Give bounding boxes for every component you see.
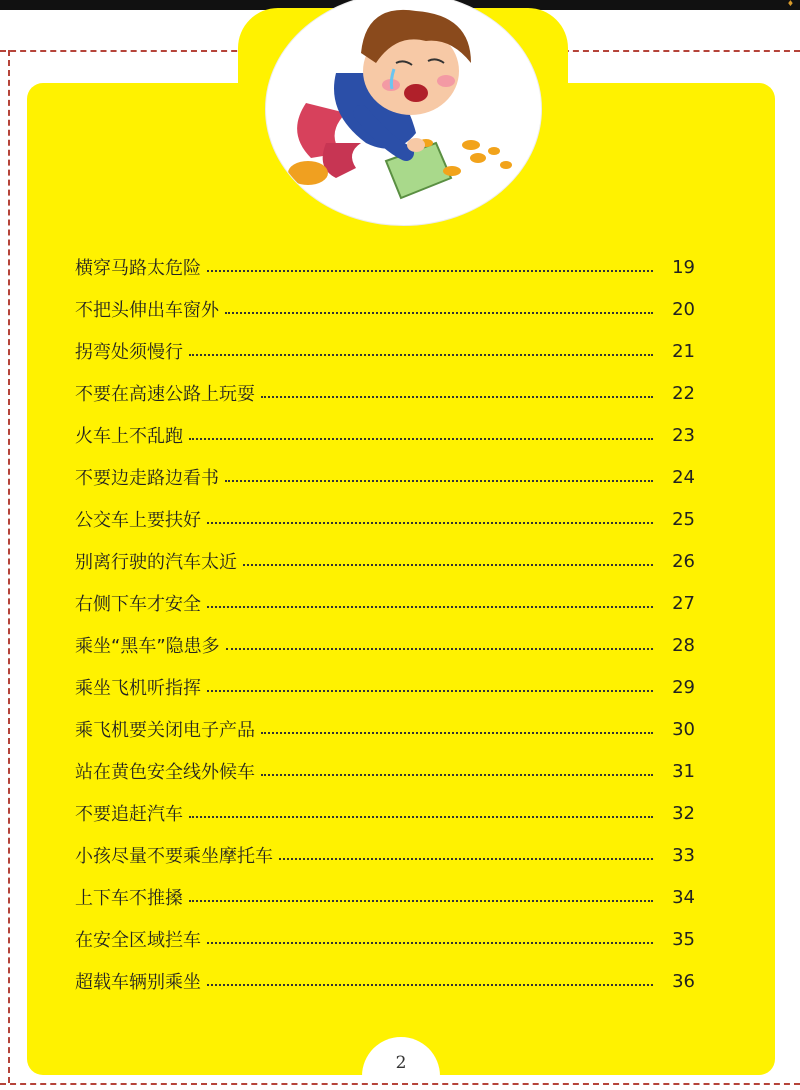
toc-entry-title: 上下车不推搡 xyxy=(75,888,183,909)
toc-entry-page: 34 xyxy=(672,886,695,908)
toc-entry-page: 31 xyxy=(672,760,695,782)
toc-dot-leader xyxy=(207,606,653,608)
toc-entry-title: 小孩尽量不要乘坐摩托车 xyxy=(75,846,273,867)
toc-dot-leader xyxy=(189,438,653,440)
toc-entry[interactable] xyxy=(75,330,695,372)
toc-entry-title: 右侧下车才安全 xyxy=(75,594,201,615)
toc-entry-page: 24 xyxy=(672,466,695,488)
toc-entry-page: 32 xyxy=(672,802,695,824)
toc-dot-leader xyxy=(225,480,653,482)
toc-entry-page: 28 xyxy=(672,634,695,656)
toc-entry[interactable] xyxy=(75,960,695,1002)
toc-entry-title: 不要在高速公路上玩耍 xyxy=(75,384,255,405)
toc-dot-leader xyxy=(261,774,653,776)
toc-entry-page: 19 xyxy=(672,256,695,278)
toc-entry[interactable] xyxy=(75,372,695,414)
toc-entry-title: 不把头伸出车窗外 xyxy=(75,300,219,321)
toc-entry-page: 35 xyxy=(672,928,695,950)
corner-mark-icon: ♦ xyxy=(786,0,794,8)
toc-entry-page: 21 xyxy=(672,340,695,362)
toc-entry-title: 别离行驶的汽车太近 xyxy=(75,552,237,573)
dashed-border-bottom xyxy=(0,1083,800,1085)
dashed-border-left xyxy=(8,50,10,1083)
toc-entry[interactable] xyxy=(75,498,695,540)
toc-dot-leader xyxy=(243,564,653,566)
toc-entry-title: 乘坐“黑车”隐患多 xyxy=(75,636,220,657)
toc-entry-title: 公交车上要扶好 xyxy=(75,510,201,531)
toc-dot-leader xyxy=(207,270,653,272)
toc-entry-page: 27 xyxy=(672,592,695,614)
toc-dot-leader xyxy=(207,522,653,524)
toc-entry-page: 30 xyxy=(672,718,695,740)
toc-entry[interactable] xyxy=(75,834,695,876)
toc-dot-leader xyxy=(189,816,653,818)
toc-dot-leader xyxy=(279,858,653,860)
toc-entry[interactable] xyxy=(75,624,695,666)
toc-entry-title: 在安全区域拦车 xyxy=(75,930,201,951)
toc-dot-leader xyxy=(261,396,653,398)
toc-entry[interactable] xyxy=(75,414,695,456)
toc-entry-page: 25 xyxy=(672,508,695,530)
toc-entry[interactable] xyxy=(75,876,695,918)
toc-dot-leader xyxy=(207,984,653,986)
toc-entry[interactable] xyxy=(75,918,695,960)
toc-entry-page: 26 xyxy=(672,550,695,572)
toc-entry-page: 36 xyxy=(672,970,695,992)
toc-entry-title: 乘坐飞机听指挥 xyxy=(75,678,201,699)
toc-entry[interactable] xyxy=(75,288,695,330)
toc-entry-title: 乘飞机要关闭电子产品 xyxy=(75,720,255,741)
toc-dot-leader xyxy=(207,942,653,944)
toc-entry-title: 不要追赶汽车 xyxy=(75,804,183,825)
toc-entry-page: 33 xyxy=(672,844,695,866)
toc-dot-leader xyxy=(226,648,653,650)
toc-entry-page: 20 xyxy=(672,298,695,320)
toc-entry-page: 29 xyxy=(672,676,695,698)
page-number: 2 xyxy=(395,1053,407,1073)
toc-dot-leader xyxy=(225,312,653,314)
toc-entry-title: 超载车辆别乘坐 xyxy=(75,972,201,993)
toc-entry-title: 不要边走路边看书 xyxy=(75,468,219,489)
toc-entry[interactable] xyxy=(75,750,695,792)
table-of-contents xyxy=(75,246,695,1002)
toc-entry[interactable] xyxy=(75,708,695,750)
toc-entry-title: 站在黄色安全线外候车 xyxy=(75,762,255,783)
toc-dot-leader xyxy=(189,354,653,356)
toc-entry[interactable] xyxy=(75,456,695,498)
toc-entry[interactable] xyxy=(75,540,695,582)
toc-entry[interactable] xyxy=(75,792,695,834)
illustration-circle xyxy=(265,0,542,226)
toc-dot-leader xyxy=(261,732,653,734)
toc-dot-leader xyxy=(189,900,653,902)
toc-entry-title: 拐弯处须慢行 xyxy=(75,342,183,363)
toc-entry-title: 横穿马路太危险 xyxy=(75,258,201,279)
toc-entry[interactable] xyxy=(75,246,695,288)
crying-boy-illustration xyxy=(266,0,541,225)
toc-entry[interactable] xyxy=(75,666,695,708)
toc-entry[interactable] xyxy=(75,582,695,624)
toc-dot-leader xyxy=(207,690,653,692)
toc-entry-page: 22 xyxy=(672,382,695,404)
toc-entry-title: 火车上不乱跑 xyxy=(75,426,183,447)
toc-entry-page: 23 xyxy=(672,424,695,446)
